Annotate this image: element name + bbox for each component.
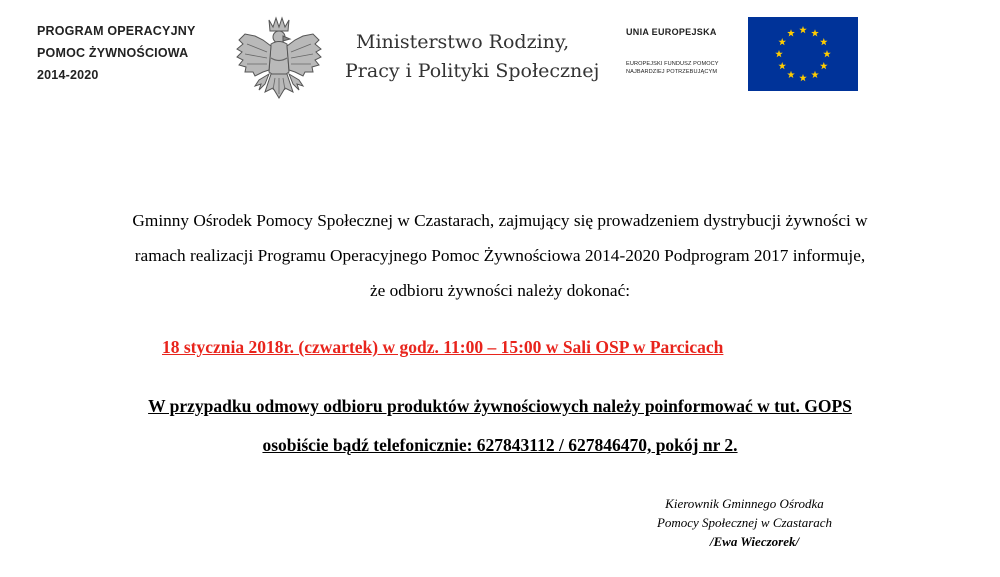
intro-line-3: że odbioru żywności należy dokonać: xyxy=(369,281,631,300)
intro-paragraph xyxy=(10,203,990,308)
ministry-name xyxy=(345,28,599,86)
intro-line-1: Gminny Ośrodek Pomocy Społecznej w Czastarach, zajmujący się prowadzeniem dystrybucji żywności w xyxy=(132,211,868,230)
eu-text-block xyxy=(626,27,719,76)
polish-eagle-icon xyxy=(233,14,325,110)
program-logo-text xyxy=(37,20,195,86)
letterhead xyxy=(0,0,1000,120)
eu-flag-icon xyxy=(748,17,858,91)
intro-line-2: ramach realizacji Programu Operacyjnego Pomoc Żywnościowa 2014-2020 Podprogram 2017 informuje, xyxy=(134,246,866,265)
signature-title-line-2: Pomocy Społecznej w Czastarach xyxy=(656,515,833,530)
signature-title-line-1: Kierownik Gminnego Ośrodka xyxy=(665,496,824,511)
refusal-notice xyxy=(10,387,990,465)
program-line-3: 2014-2020 xyxy=(37,68,99,82)
ministry-line-2: Pracy i Polityki Społecznej xyxy=(345,60,600,82)
eu-fund-line-2: NAJBARDZIEJ POTRZEBUJĄCYM xyxy=(626,69,718,75)
eu-fund-line-1: EUROPEJSKI FUNDUSZ POMOCY xyxy=(626,61,719,67)
program-line-1: PROGRAM OPERACYJNY xyxy=(37,24,196,38)
signature-block xyxy=(617,494,872,551)
ministry-line-1: Ministerstwo Rodziny, xyxy=(356,31,570,53)
eu-title: UNIA EUROPEJSKA xyxy=(626,27,717,37)
distribution-date: 18 stycznia 2018r. (czwartek) w godz. 11:00 – 15:00 w Sali OSP w Parcicach xyxy=(162,337,724,357)
signature-name: /Ewa Wieczorek/ xyxy=(709,534,800,549)
refusal-line-2: osobiście bądź telefonicznie: 627843112 / 627846470, pokój nr 2. xyxy=(262,435,738,455)
program-line-2: POMOC ŻYWNOŚCIOWA xyxy=(37,46,189,60)
refusal-line-1: W przypadku odmowy odbioru produktów żywnościowych należy poinformować w tut. GOPS xyxy=(148,396,852,416)
